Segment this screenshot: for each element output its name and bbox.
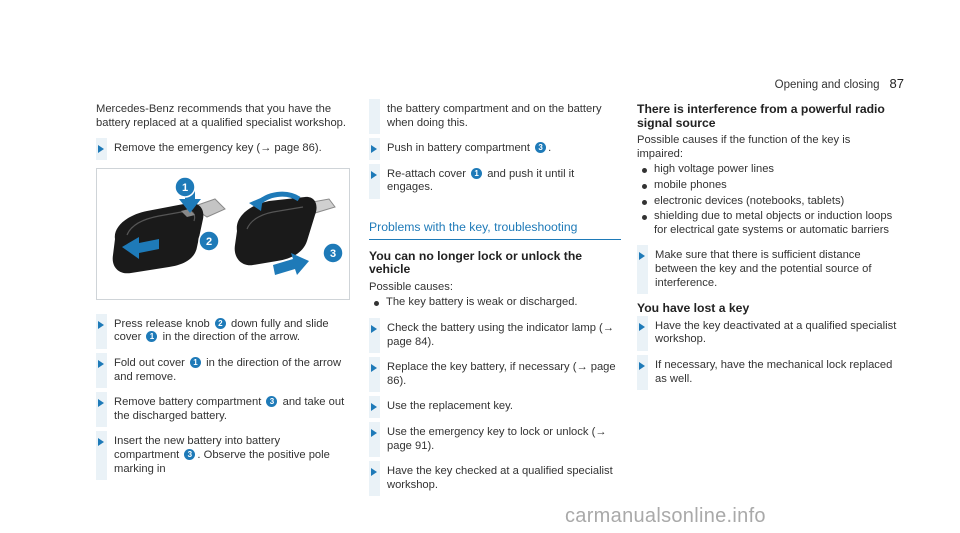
step-insert-new-battery: Insert the new battery into battery compartment 3 . Observe the positive pole marking in [96, 435, 348, 476]
interference-cause-list [637, 163, 899, 237]
step-arrow-icon [371, 325, 377, 333]
step-arrow-icon [371, 364, 377, 372]
callout-badge-3: 3 [535, 142, 546, 153]
step-deactivate-key: Have the key deactivated at a qualified specialist workshop. [637, 320, 899, 347]
step-emergency-key [369, 426, 621, 453]
callout-3-label: 3 [329, 247, 337, 260]
step-replace-lock: If necessary, have the mechanical lock replaced as well. [637, 359, 899, 386]
step-sufficient-distance: Make sure that there is sufficient distance between the key and the potential source of interference. [637, 249, 899, 290]
step-remove-emergency-key [96, 142, 348, 156]
key-right-drawing [235, 194, 335, 275]
callout-1-label: 1 [181, 181, 189, 194]
watermark: carmanualsonline.info [565, 505, 766, 527]
callout-2-label: 2 [205, 235, 213, 248]
step-arrow-icon [639, 362, 645, 370]
column-3 [637, 103, 899, 398]
possible-causes-label: Possible causes: [369, 280, 453, 293]
interference-lead: Possible causes if the function of the key is impaired: [637, 134, 851, 160]
step-arrow-icon [98, 438, 104, 446]
list-item: high voltage power lines [637, 163, 899, 177]
intro-text: Mercedes-Benz recommends that you have the battery replaced at a qualified specialist workshop. [96, 103, 346, 129]
column-2 [369, 103, 621, 504]
step-replacement-key: Use the replacement key. [369, 400, 621, 414]
key-left-drawing [113, 183, 225, 273]
step-arrow-icon [371, 429, 377, 437]
step-arrow-icon [639, 323, 645, 331]
callout-badge-1: 1 [146, 331, 157, 342]
step-reattach-cover: Re-attach cover 1 and push it until it engages. [369, 168, 621, 195]
step-text-link[interactable]: Replace the key battery, if necessary (→ page 86). [387, 361, 616, 387]
step-arrow-icon [98, 145, 104, 153]
list-item: electronic devices (notebooks, tablets) [637, 195, 899, 209]
callout-badge-2: 2 [215, 318, 226, 329]
subsection-title-interference: There is interference from a powerful radio signal source [637, 102, 885, 130]
step-arrow-icon [371, 145, 377, 153]
callout-badge-3: 3 [266, 396, 277, 407]
step-fold-out-cover: Fold out cover 1 in the direction of the arrow and remove. [96, 357, 348, 384]
section-name: Opening and closing [774, 79, 880, 91]
step-arrow-icon [98, 399, 104, 407]
step-text-link[interactable]: Use the emergency key to lock or unlock (→ page 91). [387, 425, 607, 452]
step-check-battery [369, 322, 621, 349]
callout-badge-1: 1 [471, 168, 482, 179]
step-text-link[interactable]: Check the battery using the indicator lamp (→ page 84). [387, 321, 614, 348]
step-arrow-icon [371, 171, 377, 179]
list-item: mobile phones [637, 179, 899, 193]
page-header [775, 76, 904, 91]
step-text-link[interactable]: Remove the emergency key (→ page 86). [114, 142, 322, 155]
cause-list [369, 296, 621, 310]
step-continuation: the battery compartment and on the battery when doing this. [369, 103, 621, 130]
step-arrow-icon [98, 321, 104, 329]
list-item: shielding due to metal objects or induction loops for electrical gate systems or automatic barriers [637, 210, 899, 237]
step-arrow-icon [639, 252, 645, 260]
column-1 [96, 103, 348, 488]
subsection-title-lock-unlock: You can no longer lock or unlock the vehicle [369, 248, 583, 277]
step-replace-battery [369, 361, 621, 388]
key-illustration-svg [97, 169, 349, 299]
callout-badge-3: 3 [184, 449, 195, 460]
step-arrow-icon [371, 403, 377, 411]
step-push-in-compartment: Push in battery compartment 3 . [369, 142, 621, 156]
step-press-release-knob: Press release knob 2 down fully and slide cover 1 in the direction of the arrow. [96, 318, 348, 345]
callout-badge-1: 1 [190, 357, 201, 368]
section-title-key-troubleshooting: Problems with the key, troubleshooting [369, 221, 621, 240]
step-have-key-checked: Have the key checked at a qualified specialist workshop. [369, 465, 621, 492]
subsection-title-lost-key: You have lost a key [637, 301, 750, 316]
step-arrow-icon [371, 468, 377, 476]
step-arrow-icon [98, 360, 104, 368]
key-battery-illustration [96, 168, 350, 300]
step-remove-battery-compartment: Remove battery compartment 3 and take out the discharged battery. [96, 396, 348, 423]
page-number: 87 [889, 76, 904, 91]
list-item: The key battery is weak or discharged. [369, 296, 621, 310]
